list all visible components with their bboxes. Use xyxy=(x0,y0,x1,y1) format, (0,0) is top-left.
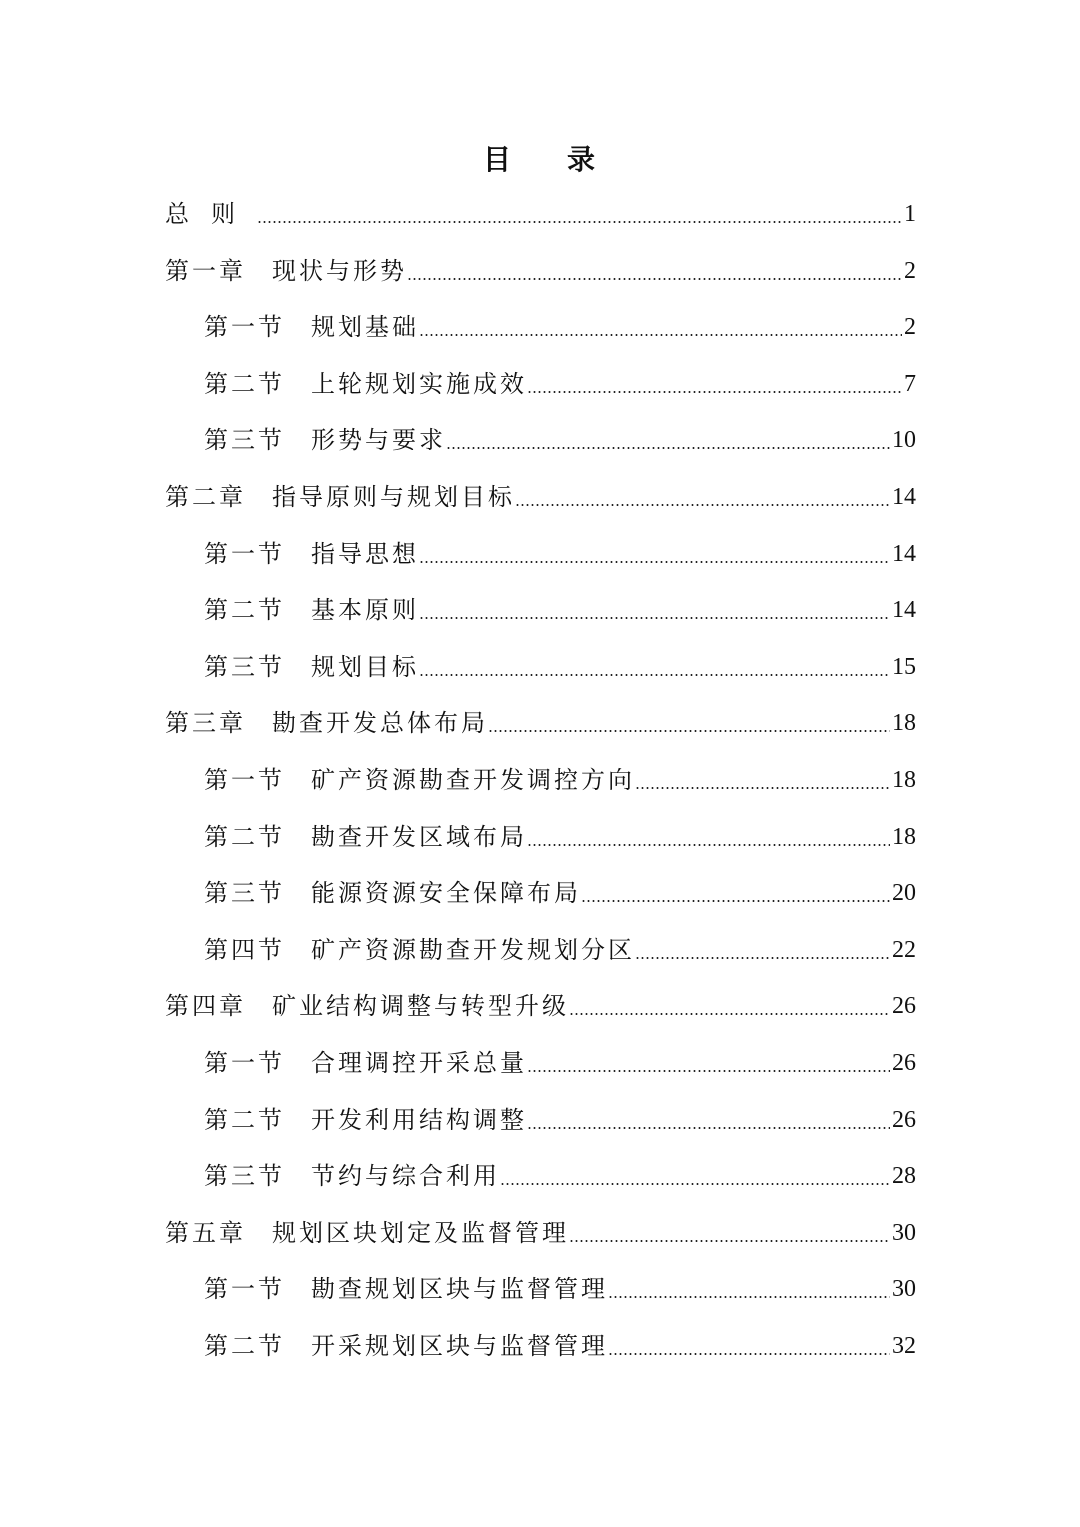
entry-label: 第三章 xyxy=(165,709,246,738)
toc-title xyxy=(0,138,1080,178)
entry-title: 开发利用结构调整 xyxy=(311,1105,527,1134)
toc-title-char-2: 录 xyxy=(567,143,598,176)
entry-label: 第四章 xyxy=(165,992,246,1021)
entry-title: 规划区块划定及监督管理 xyxy=(272,1218,569,1247)
dot-leader xyxy=(608,1336,890,1356)
entry-page-number: 32 xyxy=(892,1333,916,1359)
entry-page-number: 2 xyxy=(904,314,916,341)
dot-leader xyxy=(488,713,890,733)
entry-page-number: 14 xyxy=(892,597,916,624)
entry-title: 基本原则 xyxy=(311,596,419,625)
entry-label: 第二节 xyxy=(204,596,285,625)
entry-label: 第二节 xyxy=(204,1332,285,1360)
dot-leader xyxy=(407,261,902,281)
entry-page-number: 10 xyxy=(892,427,916,454)
entry-page-number: 20 xyxy=(892,880,916,907)
dot-leader xyxy=(635,940,890,960)
dot-leader xyxy=(446,430,890,450)
entry-page-number: 22 xyxy=(892,936,916,963)
toc-section-entry[interactable] xyxy=(204,1035,916,1091)
entry-page-number: 26 xyxy=(892,993,916,1020)
entry-title: 合理调控开采总量 xyxy=(311,1049,527,1077)
toc-section-entry[interactable] xyxy=(204,1092,916,1148)
entry-label: 第二节 xyxy=(204,1105,285,1134)
entry-title: 矿业结构调整与转型升级 xyxy=(272,992,569,1021)
toc-section-entry[interactable] xyxy=(204,356,916,412)
entry-page-number: 1 xyxy=(904,201,916,227)
toc-section-entry[interactable] xyxy=(204,809,916,865)
entry-title: 指导思想 xyxy=(311,539,419,568)
entry-label: 第三节 xyxy=(204,1162,285,1191)
dot-leader xyxy=(569,1223,890,1243)
toc-section-entry[interactable] xyxy=(204,582,916,638)
entry-title: 现状与形势 xyxy=(272,256,407,285)
dot-leader xyxy=(515,487,890,507)
entry-page-number: 15 xyxy=(892,653,916,680)
entry-label: 第三节 xyxy=(204,426,285,455)
toc-section-entry[interactable] xyxy=(204,752,916,808)
entry-title: 能源资源安全保障布局 xyxy=(311,879,581,908)
entry-page-number: 18 xyxy=(892,710,916,737)
entry-label: 总则 xyxy=(165,200,257,228)
entry-title: 矿产资源勘查开发规划分区 xyxy=(311,935,635,964)
entry-page-number: 26 xyxy=(892,1050,916,1076)
entry-label: 第三节 xyxy=(204,879,285,908)
toc-section-entry[interactable] xyxy=(204,1318,916,1374)
entry-page-number: 30 xyxy=(892,1276,916,1303)
toc-section-entry[interactable] xyxy=(204,412,916,468)
entry-title: 开采规划区块与监督管理 xyxy=(311,1332,608,1360)
entry-label: 第一节 xyxy=(204,1275,285,1304)
toc-chapter-entry[interactable] xyxy=(165,469,916,525)
entry-label: 第三节 xyxy=(204,652,285,681)
entry-label: 第四节 xyxy=(204,935,285,964)
toc-section-entry[interactable] xyxy=(204,299,916,355)
entry-label: 第一节 xyxy=(204,1049,285,1077)
dot-leader xyxy=(527,1110,890,1130)
toc-chapter-entry[interactable] xyxy=(165,695,916,751)
entry-title: 规划基础 xyxy=(311,313,419,342)
dot-leader xyxy=(419,544,890,564)
entry-label: 第一节 xyxy=(204,539,285,568)
dot-leader xyxy=(419,600,890,620)
dot-leader xyxy=(527,827,890,847)
toc-section-entry[interactable] xyxy=(204,639,916,695)
entry-page-number: 30 xyxy=(892,1219,916,1246)
entry-title: 上轮规划实施成效 xyxy=(311,369,527,398)
entry-page-number: 7 xyxy=(904,370,916,397)
toc-section-entry[interactable] xyxy=(204,922,916,978)
toc-chapter-entry[interactable] xyxy=(165,186,916,242)
toc-section-entry[interactable] xyxy=(204,1148,916,1204)
entry-page-number: 18 xyxy=(892,767,916,793)
toc-chapter-entry[interactable] xyxy=(165,1205,916,1261)
entry-label: 第一节 xyxy=(204,766,285,794)
entry-label: 第一节 xyxy=(204,313,285,342)
entry-title: 矿产资源勘查开发调控方向 xyxy=(311,766,635,794)
entry-page-number: 2 xyxy=(904,257,916,284)
dot-leader xyxy=(635,770,890,790)
entry-title: 指导原则与规划目标 xyxy=(272,483,515,511)
dot-leader xyxy=(500,1166,890,1186)
toc-section-entry[interactable] xyxy=(204,865,916,921)
dot-leader xyxy=(581,883,890,903)
dot-leader xyxy=(257,204,902,224)
entry-title: 勘查规划区块与监督管理 xyxy=(311,1275,608,1304)
entry-page-number: 26 xyxy=(892,1106,916,1133)
entry-page-number: 14 xyxy=(892,484,916,510)
dot-leader xyxy=(419,657,890,677)
entry-title: 形势与要求 xyxy=(311,426,446,455)
toc-title-char-1: 目 xyxy=(482,143,513,176)
dot-leader xyxy=(608,1279,890,1299)
entry-title: 节约与综合利用 xyxy=(311,1162,500,1191)
dot-leader xyxy=(419,317,902,337)
entry-title: 勘查开发区域布局 xyxy=(311,822,527,851)
entry-page-number: 14 xyxy=(892,540,916,567)
entry-page-number: 18 xyxy=(892,823,916,850)
dot-leader xyxy=(527,1053,890,1073)
entry-label: 第二节 xyxy=(204,369,285,398)
toc-section-entry[interactable] xyxy=(204,1261,916,1317)
toc-chapter-entry[interactable] xyxy=(165,978,916,1034)
dot-leader xyxy=(527,374,902,394)
entry-label: 第一章 xyxy=(165,256,246,285)
entry-title: 规划目标 xyxy=(311,652,419,681)
toc-section-entry[interactable] xyxy=(204,526,916,582)
entry-label: 第二节 xyxy=(204,822,285,851)
entry-page-number: 28 xyxy=(892,1163,916,1190)
dot-leader xyxy=(569,996,890,1016)
toc-chapter-entry[interactable] xyxy=(165,243,916,299)
entry-label: 第二章 xyxy=(165,483,246,511)
entry-title: 勘查开发总体布局 xyxy=(272,709,488,738)
entry-label: 第五章 xyxy=(165,1218,246,1247)
